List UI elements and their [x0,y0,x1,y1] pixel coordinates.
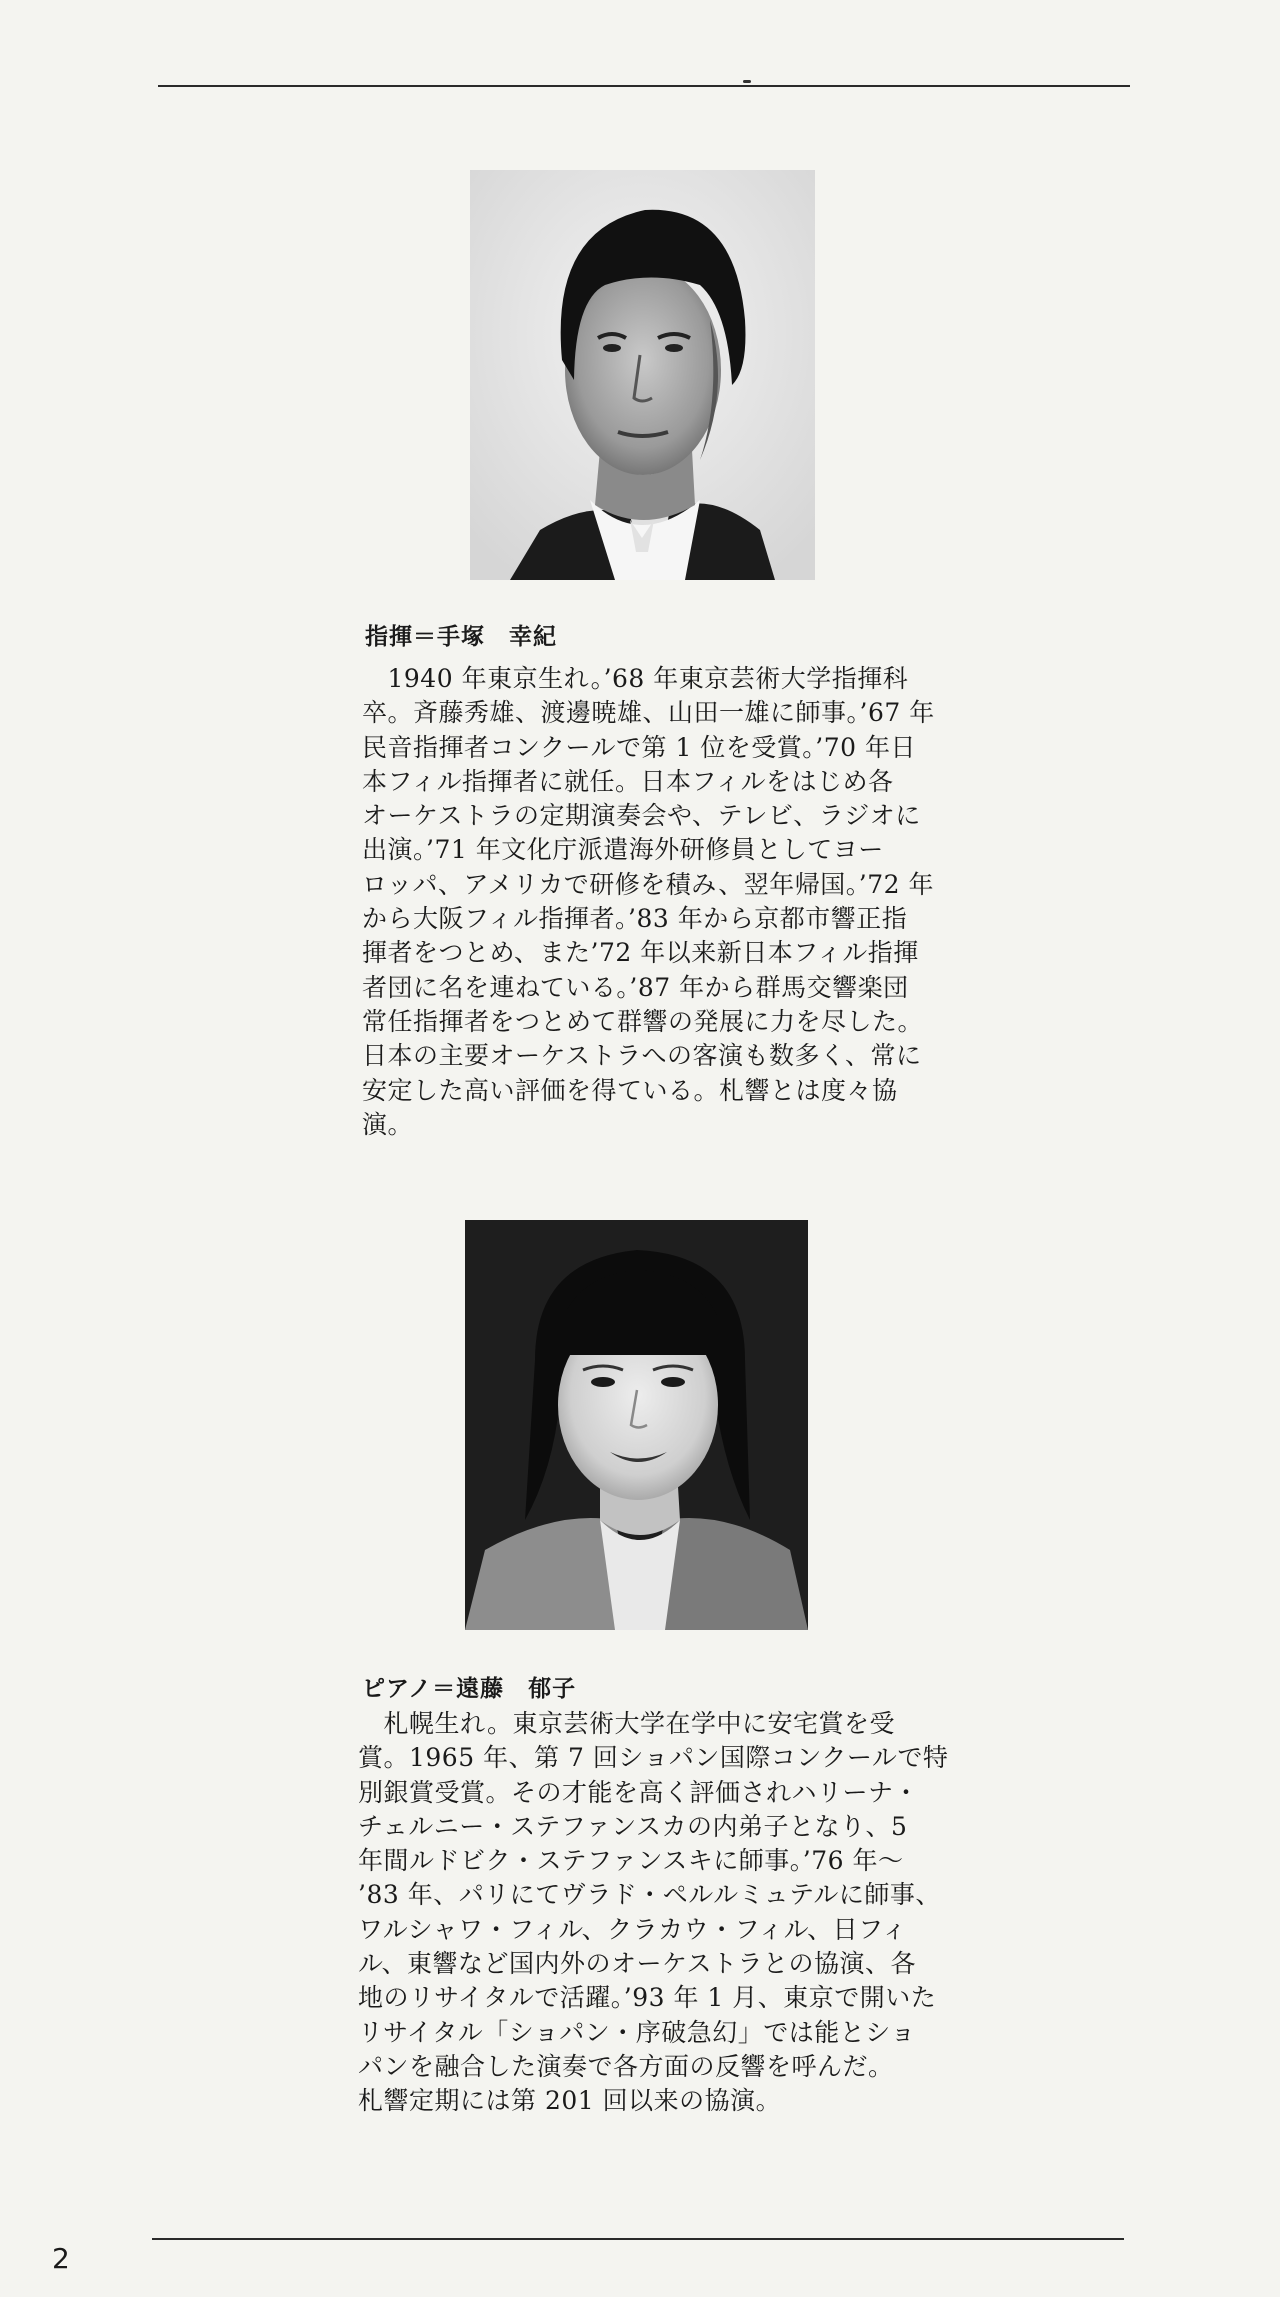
bio-line: チェルニー・ステファンスカの内弟子となり、5 [358,1811,908,1841]
page-number: 2 [52,2242,70,2275]
bio-line: 安定した高い評価を得ている。札響とは度々協 [362,1075,898,1105]
bio-line: オーケストラの定期演奏会や、テレビ、ラジオに [362,801,921,831]
bio-line: 者団に名を連ねている。’87 年から群馬交響楽団 [362,972,909,1002]
bio-line: 民音指揮者コンクールで第 1 位を受賞。’70 年日 [362,732,917,762]
pianist-bio [358,1707,949,2119]
conductor-heading: 指揮＝手塚 幸紀 [365,624,557,650]
top-rule [158,85,1130,87]
bio-line: から大阪フィル指揮者。’83 年から京都市響正指 [362,904,908,934]
conductor-bio [362,662,935,1142]
bio-line: リサイタル「ショパン・序破急幻」では能とショ [358,2017,916,2047]
bottom-rule [152,2238,1124,2240]
pianist-portrait [465,1220,808,1630]
bio-line: 常任指揮者をつとめて群響の発展に力を尽した。 [362,1006,924,1036]
bio-line: 札幌生れ。東京芸術大学在学中に安宅賞を受 [358,1709,896,1738]
bio-line: パンを融合した演奏で各方面の反響を呼んだ。 [358,2051,894,2081]
conductor-portrait [470,170,815,580]
bio-line: 日本の主要オーケストラへの客演も数多く、常に [362,1041,922,1071]
bio-line: 出演。’71 年文化庁派遣海外研修員としてヨー [362,835,884,865]
bio-line: 地のリサイタルで活躍。’93 年 1 月、東京で開いた [358,1983,937,2013]
pianist-heading: ピアノ＝遠藤 郁子 [362,1676,577,1702]
bio-line: 卒。斉藤秀雄、渡邊暁雄、山田一雄に師事。’67 年 [362,698,935,728]
bio-line: ル、東響など国内外のオーケストラとの協演、各 [358,1949,917,1979]
bio-line: 年間ルドビク・ステファンスキに師事。’76 年〜 [358,1846,904,1876]
bio-line: 揮者をつとめ、また’72 年以来新日本フィル指揮 [362,938,919,968]
bio-line: 本フィル指揮者に就任。日本フィルをはじめ各 [362,766,894,796]
bio-line: 賞。1965 年、第 7 回ショパン国際コンクールで特 [358,1743,949,1773]
bio-line: 演。 [362,1109,414,1139]
bio-line: 札響定期には第 201 回以来の協演。 [358,2086,782,2116]
bio-line: 1940 年東京生れ。’68 年東京芸術大学指揮科 [362,664,909,693]
bio-line: 別銀賞受賞。その才能を高く評価されハリーナ・ [358,1777,920,1807]
bio-line: ロッパ、アメリカで研修を積み、翌年帰国。’72 年 [362,869,934,899]
bio-line: ワルシャワ・フィル、クラカウ・フィル、日フィ [358,1914,908,1944]
bio-line: ’83 年、パリにてヴラド・ペルルミュテルに師事、 [358,1880,941,1910]
print-speck [743,80,751,83]
